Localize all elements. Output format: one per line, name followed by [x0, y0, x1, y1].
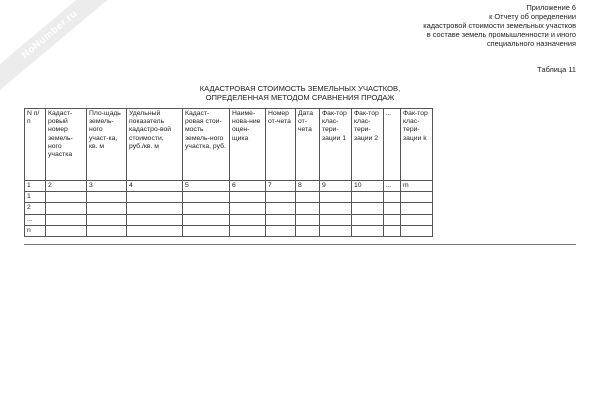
table-cell [296, 225, 320, 236]
table-cell [401, 225, 433, 236]
table-cell: 8 [296, 181, 320, 192]
table-cell [87, 225, 127, 236]
table-cell [401, 203, 433, 214]
table-cell: Наиме-нова-ние оцен-щика [230, 109, 266, 181]
table-cell [230, 203, 266, 214]
table-cell [401, 192, 433, 203]
table-cell [384, 214, 401, 225]
table-row [25, 192, 433, 203]
table-cell: 4 [127, 181, 183, 192]
table-row [25, 203, 433, 214]
appendix-line: специального назначения [486, 39, 576, 48]
table-cell [320, 203, 352, 214]
table-cell: 3 [87, 181, 127, 192]
table-cell: N п/п [25, 109, 46, 181]
table-cell: n [25, 225, 46, 236]
table-cell [352, 192, 384, 203]
table-row [25, 225, 433, 236]
table-cell [183, 225, 230, 236]
table-cell: 10 [352, 181, 384, 192]
table-cell: Удельный показатель кадастро-вой стоимости, руб./кв. м [127, 109, 183, 181]
table-cell [46, 192, 87, 203]
table-cell [320, 192, 352, 203]
table-cell [127, 203, 183, 214]
title-line: ОПРЕДЕЛЕННАЯ МЕТОДОМ СРАВНЕНИЯ ПРОДАЖ [205, 93, 395, 102]
table-cell [127, 192, 183, 203]
title-line: КАДАСТРОВАЯ СТОИМОСТЬ ЗЕМЕЛЬНЫХ УЧАСТКОВ, [199, 84, 401, 93]
table-cell [384, 225, 401, 236]
table-cell: ... [384, 181, 401, 192]
column-number-row [25, 181, 433, 192]
appendix-line: в составе земель промышленности и иного [426, 30, 576, 39]
table-cell: 5 [183, 181, 230, 192]
table-cell: Фак-тор клас-тери-зации k [401, 109, 433, 181]
table-cell: ... [384, 109, 401, 181]
table-cell [183, 203, 230, 214]
table-cell: Фак-тор клас-тери-зации 1 [320, 109, 352, 181]
table-cell: Кадаст-ровая стои-мость земель-ного участка, руб. [183, 109, 230, 181]
table-cell [296, 203, 320, 214]
watermark: NoNumber.ru [0, 0, 118, 94]
table-cell: 2 [25, 203, 46, 214]
table-cell: ... [25, 214, 46, 225]
table-cell [87, 214, 127, 225]
table-number: Таблица 11 [537, 65, 576, 74]
header-row [25, 109, 433, 181]
table-cell: Номер от-чета [266, 109, 296, 181]
table-cell [296, 214, 320, 225]
table-row [25, 214, 433, 225]
table-cell [46, 225, 87, 236]
table-cell [46, 203, 87, 214]
table-cell [266, 214, 296, 225]
appendix-line: кадастровой стоимости земельных участков [423, 21, 576, 30]
table-cell: Пло-щадь земель-ного участ-ка, кв. м [87, 109, 127, 181]
appendix-line: к Отчету об определении [489, 12, 576, 21]
divider-line [24, 244, 576, 245]
table-cell [230, 214, 266, 225]
appendix-line: Приложение 6 [526, 3, 576, 12]
table-cell [46, 214, 87, 225]
table-cell: 7 [266, 181, 296, 192]
table-cell [266, 203, 296, 214]
table-cell [87, 203, 127, 214]
table-cell [320, 225, 352, 236]
table-cell [127, 214, 183, 225]
table-cell [320, 214, 352, 225]
table-cell: 2 [46, 181, 87, 192]
table-cell [266, 192, 296, 203]
table-cell [384, 203, 401, 214]
table-cell: 1 [25, 181, 46, 192]
table-cell [352, 214, 384, 225]
table-cell [266, 225, 296, 236]
table-cell [352, 203, 384, 214]
table-cell [384, 192, 401, 203]
table-cell [352, 225, 384, 236]
table-cell: m [401, 181, 433, 192]
appendix-note [423, 3, 576, 48]
table-cell [296, 192, 320, 203]
table-cell: 9 [320, 181, 352, 192]
table-cell [230, 192, 266, 203]
table-cell [401, 214, 433, 225]
table-cell [183, 192, 230, 203]
table-cell: Кадаст-ровый номер земель-ного участка [46, 109, 87, 181]
table-cell: 1 [25, 192, 46, 203]
table-cell: Фак-тор клас-тери-зации 2 [352, 109, 384, 181]
table-cell [230, 225, 266, 236]
table-title [0, 84, 600, 102]
table-cell [183, 214, 230, 225]
table-cell [87, 192, 127, 203]
table-cell: 6 [230, 181, 266, 192]
table-cell: Дата от-чета [296, 109, 320, 181]
table-cell [127, 225, 183, 236]
data-table [24, 108, 433, 237]
